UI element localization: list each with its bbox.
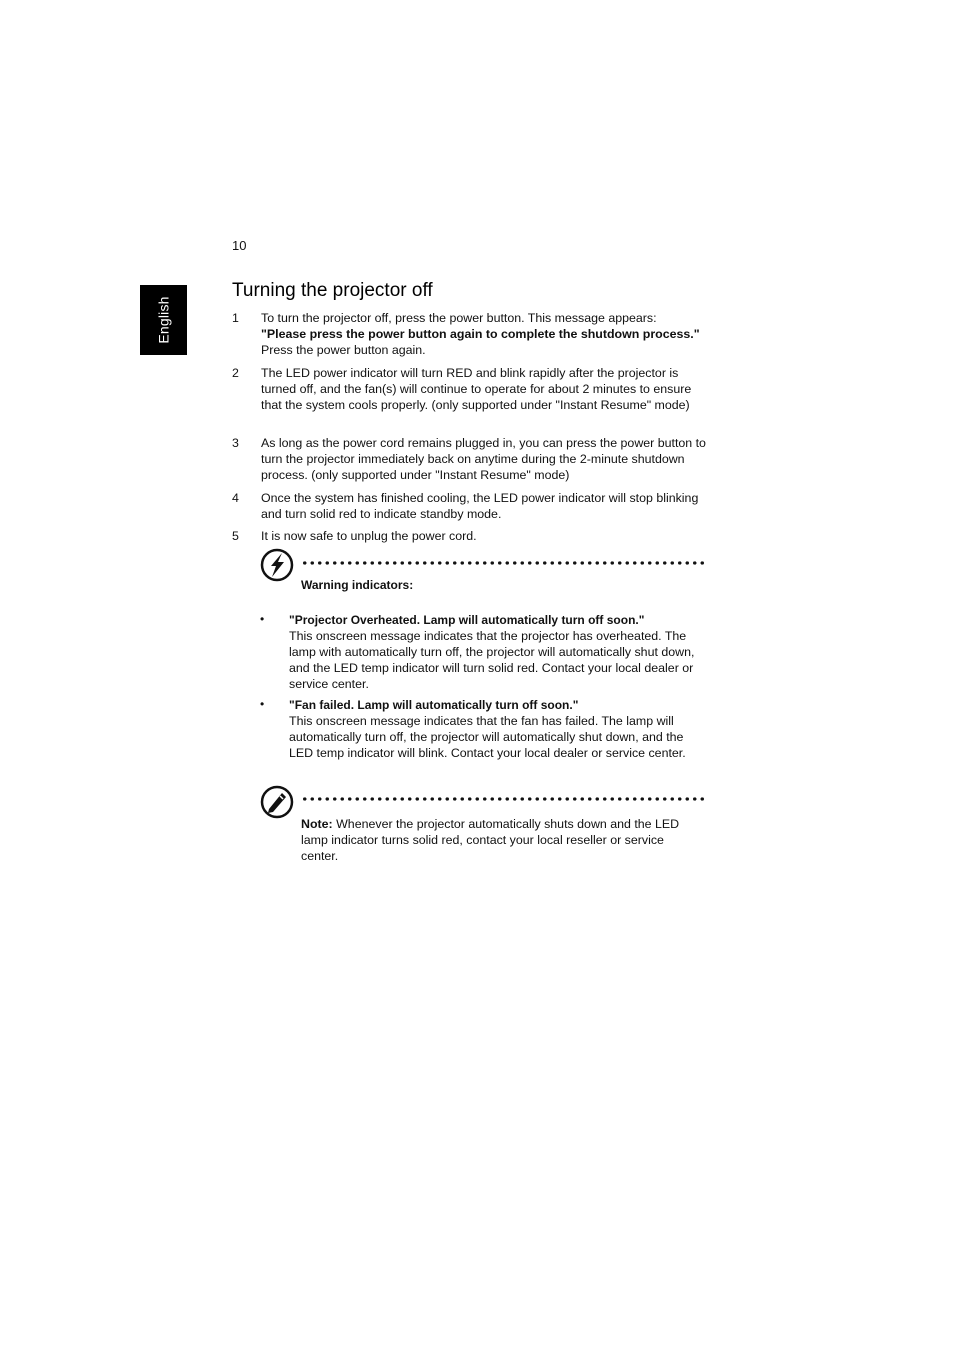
warning-item-text: This onscreen message indicates that the projector has overheated. The lamp with automatically turn off, the projector will automatically shut down, and the LED temp indicator will turn solid red. Contact your local dealer or service center. xyxy=(289,629,695,691)
note-pen-icon xyxy=(260,785,294,819)
page-number: 10 xyxy=(232,238,247,253)
step-1 xyxy=(232,310,712,358)
warning-divider xyxy=(301,561,708,565)
step-text: As long as the power cord remains plugged in, you can press the power button to turn the projector immediately back on anytime during the 2-minute shutdown process. (only supported under "Instant Resume" mode) xyxy=(261,436,706,482)
warning-item-title: "Fan failed. Lamp will automatically turn off soon." xyxy=(289,698,579,712)
step-number: 5 xyxy=(232,529,239,543)
warning-item xyxy=(289,612,709,692)
step-number: 1 xyxy=(232,311,239,325)
step-5 xyxy=(232,528,712,544)
section-heading: Turning the projector off xyxy=(232,280,433,301)
step-text: Press the power button again. xyxy=(261,343,426,357)
warning-item-text: This onscreen message indicates that the fan has failed. The lamp will automatically turn off, the projector will automatically shut down, and the LED temp indicator will blink. Contact your local dealer or service center. xyxy=(289,714,686,760)
warning-title: Warning indicators: xyxy=(301,578,414,592)
step-3 xyxy=(232,435,712,483)
step-text: It is now safe to unplug the power cord. xyxy=(261,529,477,543)
language-side-tab xyxy=(140,285,187,355)
warning-lightning-icon xyxy=(260,548,294,582)
bullet-marker: • xyxy=(260,612,265,626)
side-tab-label: English xyxy=(155,296,172,344)
step-text: The LED power indicator will turn RED and blink rapidly after the projector is turned off, and the fan(s) will continue to operate for about 2 minutes to ensure that the system cools properly. (only supported under "Instant Resume" mode) xyxy=(261,366,692,412)
note-body: Whenever the projector automatically shuts down and the LED lamp indicator turns solid red, contact your local reseller or service center. xyxy=(301,817,680,863)
step-number: 3 xyxy=(232,436,239,450)
step-text: Once the system has finished cooling, the LED power indicator will stop blinking and turn solid red to indicate standby mode. xyxy=(261,491,699,521)
warning-item-title: "Projector Overheated. Lamp will automatically turn off soon." xyxy=(289,613,645,627)
step-number: 2 xyxy=(232,366,239,380)
shutdown-message: "Please press the power button again to complete the shutdown process." xyxy=(261,327,700,341)
note-text xyxy=(301,816,701,864)
step-4 xyxy=(232,490,712,522)
warning-item xyxy=(289,697,709,761)
note-label: Note: xyxy=(301,817,333,831)
step-number: 4 xyxy=(232,491,239,505)
step-text: To turn the projector off, press the power button. This message appears: xyxy=(261,311,657,325)
step-2 xyxy=(232,365,712,413)
bullet-marker: • xyxy=(260,697,265,711)
note-divider xyxy=(301,797,708,801)
